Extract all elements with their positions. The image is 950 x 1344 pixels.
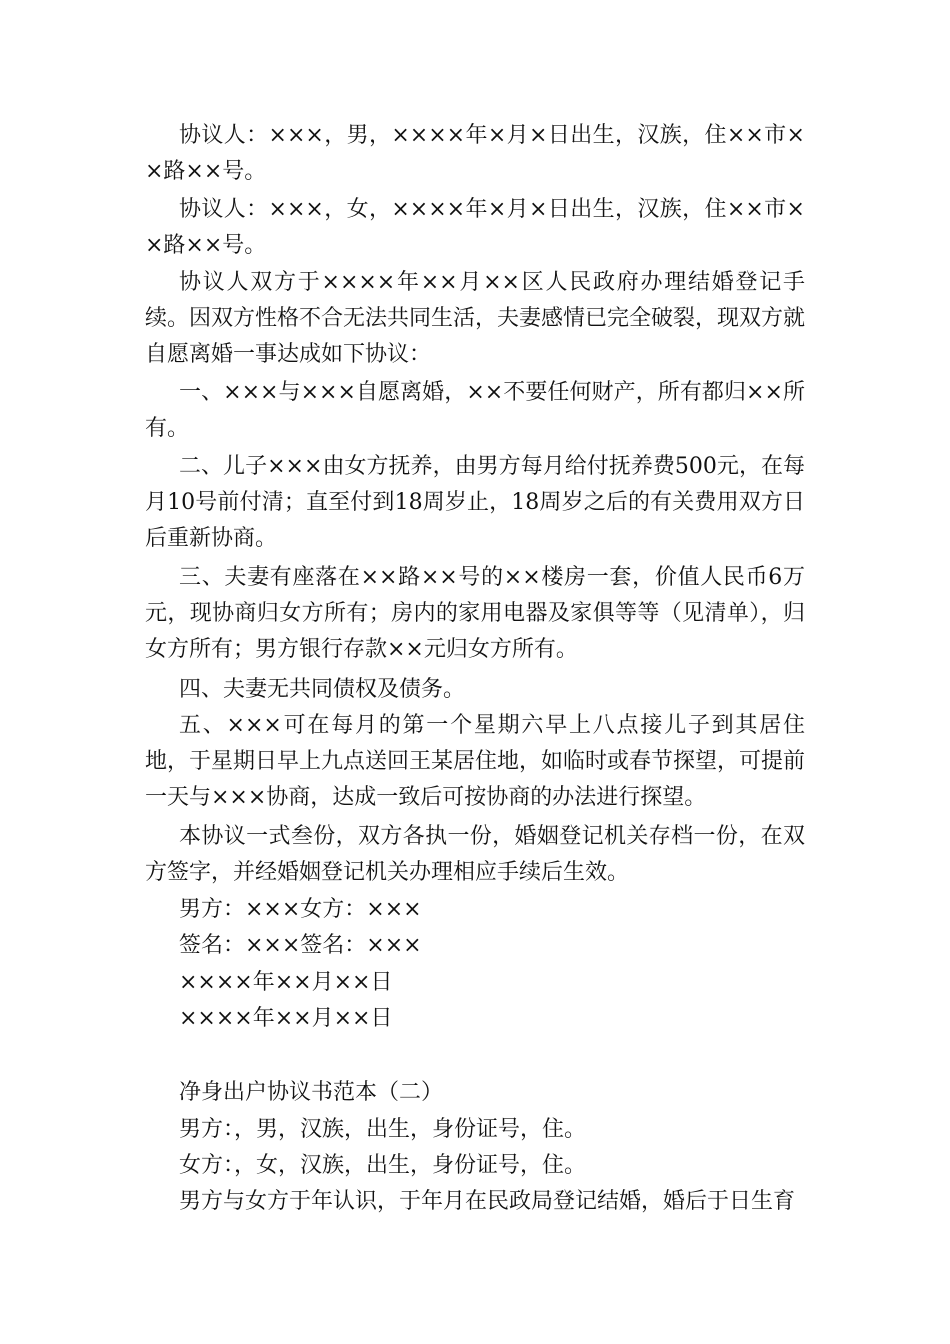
- date-line-1: ××××年××月××日: [179, 970, 393, 995]
- man-info-line: 男方：，男，汉族，出生，身份证号，住。: [179, 1117, 587, 1142]
- party-man-paragraph: 协议人：×××，男，××××年×月×日出生，汉族，住××市××路××号。: [145, 123, 805, 184]
- date-line-2: ××××年××月××日: [179, 1006, 393, 1031]
- party-woman-paragraph: 协议人：×××，女，××××年×月×日出生，汉族，住××市××路××号。: [145, 197, 805, 258]
- section-title: 净身出户协议书范本（二）: [179, 1080, 444, 1105]
- copies-paragraph: 本协议一式叁份，双方各执一份，婚姻登记机关存档一份，在双方签字，并经婚姻登记机关办理相应手续后生效。: [145, 824, 805, 885]
- clause-1-paragraph: 一、×××与×××自愿离婚，××不要任何财产，所有都归××所有。: [145, 380, 805, 441]
- clause-2-paragraph: 二、儿子×××由女方抚养，由男方每月给付抚养费500元，在每月10号前付清；直至付到18周岁止，18周岁之后的有关费用双方日后重新协商。: [145, 454, 805, 551]
- agreement2-intro-paragraph: 男方与女方于年认识，于年月在民政局登记结婚，婚后于日生育: [179, 1189, 796, 1214]
- clause-4-paragraph: 四、夫妻无共同债权及债务。: [179, 677, 466, 702]
- woman-info-line: 女方：，女，汉族，出生，身份证号，住。: [179, 1153, 587, 1178]
- signature-line: 签名：×××签名：×××: [179, 933, 422, 958]
- clause-5-paragraph: 五、×××可在每月的第一个星期六早上八点接儿子到其居住地，于星期日早上九点送回王某居住地，如临时或春节探望，可提前一天与×××协商，达成一致后可按协商的办法进行探望。: [145, 713, 806, 810]
- intro-paragraph: 协议人双方于××××年××月××区人民政府办理结婚登记手续。因双方性格不合无法共同生活，夫妻感情已完全破裂，现双方就自愿离婚一事达成如下协议：: [145, 270, 806, 367]
- clause-3-paragraph: 三、夫妻有座落在××路××号的××楼房一套，价值人民币6万元，现协商归女方所有；房内的家用电器及家俱等等（见清单），归女方所有；男方银行存款××元归女方所有。: [145, 565, 805, 662]
- parties-line: 男方：×××女方：×××: [179, 897, 422, 922]
